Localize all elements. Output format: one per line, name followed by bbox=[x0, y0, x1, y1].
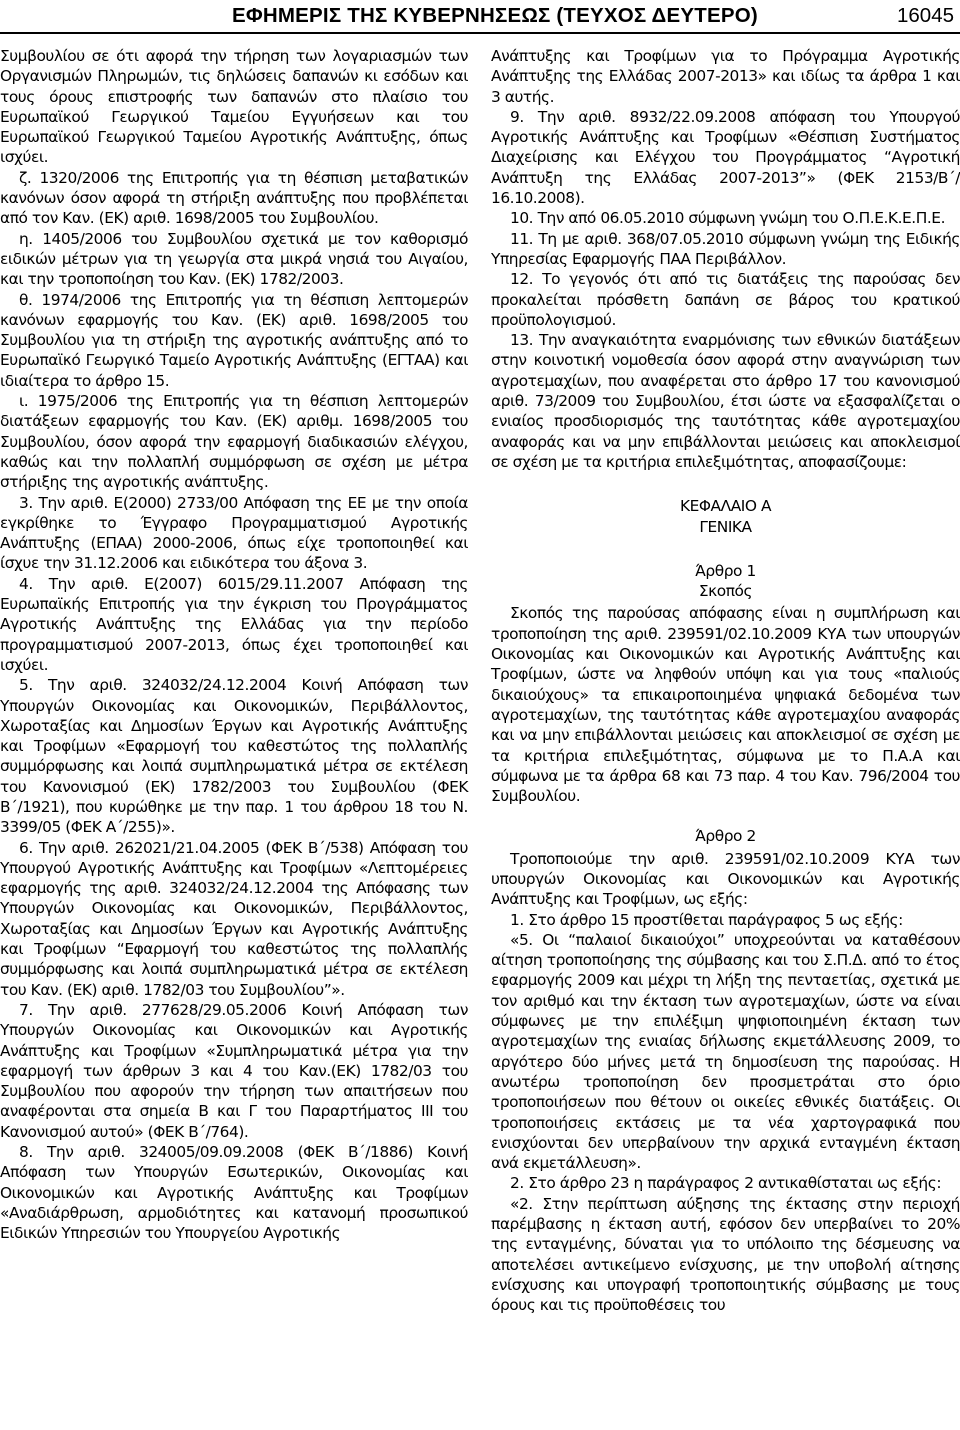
paragraph: θ. 1974/2006 της Επιτροπής για τη θέσπιση λεπτομερών κανόνων εφαρμογής του Καν. (ΕΚ) αριθ. 1698/2005 του Συμβουλίου για τη στήριξη της αγροτικής ανάπτυξης από το Ευρωπαϊκό Γεωργικό Ταμείο Αγροτικής Ανάπτυξης (ΕΓΤΑΑ) και ιδιαίτερα το άρθρο 15. bbox=[0, 290, 468, 390]
article-1-text: Σκοπός της παρούσας απόφασης είναι η συμπλήρωση και τροποποίηση της αριθ. 239591/02.10.2009 ΚΥΑ των υπουργών Οικονομίας και Οικονομικών και Αγροτικής Ανάπτυξης και Τροφίμων, ώστε να ληφθούν υπόψη και για τους «παλιούς δικαιούχους» τα επικαιροποιημένα ψηφιακά δεδομένα των αγροτεμαχίων, της ταυτότητας κάθε αγροτεμαχίου αναφοράς και να μην επιβάλλονται μειώσεις και αποκλεισμοί σε σχέση με τα κριτήρια επιλεξιμότητας, σύμφωνα με το Π.Α.Α και σύμφωνα με τα άρθρα 68 και 73 παρ. 4 του Καν. 796/2004 του Συμβουλίου. bbox=[491, 604, 960, 806]
paragraph: ι. 1975/2006 της Επιτροπής για τη θέσπιση λεπτομερών διατάξεων εφαρμογής του Καν. (ΕΚ) αριθμ. 1698/2005 του Συμβουλίου, όσον αφορά την εφαρμογή διαδικασιών ελέγχου, καθώς και την πολλαπλή συμμόρφωση σε σχέση με μέτρα στήριξης της αγροτικής ανάπτυξης. bbox=[0, 392, 468, 492]
header-divider bbox=[0, 32, 960, 34]
paragraph: Τροποποιούμε την αριθ. 239591/02.10.2009 ΚΥΑ των υπουργών Οικονομίας και Οικονομικών και Αγροτικής Ανάπτυξης και Τροφίμων, ως εξής: bbox=[491, 849, 960, 909]
paragraph: 12. Το γεγονός ότι από τις διατάξεις της παρούσας δεν προκαλείται πρόσθετη δαπάνη σε βάρος του κρατικού προϋπολογισμού. bbox=[491, 270, 960, 329]
paragraph: «2. Στην περίπτωση αύξησης της έκτασης στην περιοχή παρέμβασης η έκταση αυτή, εφόσον δεν υπερβαίνει το 20% της ενταγμένης, δύναται για το υπόλοιπο της δέσμευσης να αποτελέσει αντικείμενο ενίσχυσης, με την υποβολή αίτησης ενίσχυσης και υπογραφή τροποποιητικής σύμβασης με τους όρους και τις προϋποθέσεις του bbox=[491, 1194, 960, 1315]
paragraph: 1. Στο άρθρο 15 προστίθεται παράγραφος 5 ως εξής: bbox=[510, 910, 903, 929]
paragraph: ζ. 1320/2006 της Επιτροπής για τη θέσπιση μεταβατικών κανόνων όσον αφορά τη στήριξη ανάπτυξης που προβλέπεται από τον Καν. (ΕΚ) αριθ. 1698/2005 του Συμβουλίου. bbox=[0, 168, 468, 228]
article-2-heading: Άρθρο 2 bbox=[695, 827, 756, 846]
chapter-number: ΚΕΦΑΛΑΙΟ Α bbox=[679, 497, 772, 516]
paragraph: η. 1405/2006 του Συμβουλίου σχετικά με τον καθορισμό ειδικών μέτρων για τη γεωργία στα μικρά νησιά του Αιγαίου, και την τροποποίηση του Καν. (ΕΚ) 1782/2003. bbox=[0, 229, 468, 289]
paragraph: 2. Στο άρθρο 23 η παράγραφος 2 αντικαθίσταται ως εξής: bbox=[510, 1174, 942, 1193]
paragraph: Ανάπτυξης και Τροφίμων για το Πρόγραμμα Αγροτικής Ανάπτυξης της Ελλάδας 2007-2013» και ιδίως τα άρθρα 1 και 3 αυτής. bbox=[491, 47, 960, 106]
paragraph: 3. Την αριθ. Ε(2000) 2733/00 Απόφαση της ΕΕ με την οποία εγκρίθηκε το Έγγραφο Προγραμματισμού Αγροτικής Ανάπτυξης (ΕΠΑΑ) 2000-2006, όπως είχε τροποποιηθεί και ίσχυε την 31.12.2006 και ειδικότερα του άξονα 3. bbox=[0, 493, 468, 573]
paragraph: 11. Τη με αριθ. 368/07.05.2010 σύμφωνη γνώμη της Ειδικής Υπηρεσίας Εφαρμογής ΠΑΑ Περιβάλλον. bbox=[491, 229, 960, 268]
chapter-title: ΓΕΝΙΚΑ bbox=[699, 517, 752, 536]
paragraph: 13. Την αναγκαιότητα εναρμόνισης των εθνικών διατάξεων στην κοινοτική νομοθεσία όσον αφορά στην αναγνώριση των αγροτεμαχίων, που αναφέρεται στο άρθρο 17 του κανονισμού αριθ. 73/2009 του Συμβουλίου, έτσι ώστε να εξασφαλίζεται ο ενιαίος προσδιορισμός της ταυτότητας κάθε αγροτεμαχίου αναφοράς και να μην επιβάλλονται μειώσεις και αποκλεισμοί σε σχέση με τα κριτήρια επιλεξιμότητας, αποφασίζουμε: bbox=[491, 331, 960, 471]
gazette-title: ΕΦΗΜΕΡΙΣ ΤΗΣ ΚΥΒΕΡΝΗΣΕΩΣ (ΤΕΥΧΟΣ ΔΕΥΤΕΡΟ) bbox=[232, 4, 758, 27]
paragraph: 9. Την αριθ. 8932/22.09.2008 απόφαση του Υπουργού Αγροτικής Ανάπτυξης και Τροφίμων «Θέσπιση Συστήματος Διαχείρισης και Ελέγχου του Προγράμματος “Αγροτική Ανάπτυξη της Ελλάδας 2007-2013”» (ΦΕΚ 2153/Β΄/ 16.10.2008). bbox=[491, 107, 960, 208]
article-1-title: Σκοπός bbox=[698, 582, 753, 601]
paragraph: 6. Την αριθ. 262021/21.04.2005 (ΦΕΚ Β΄/538) Απόφαση του Υπουργού Αγροτικής Ανάπτυξης και Τροφίμων «Λεπτομέρειες εφαρμογής της αριθ. 324032/24.12.2004 της Απόφασης των Υπουργών Οικονομίας και Οικονομικών, Περιβάλλοντος, Χωροταξίας και Δημοσίων Έργων και Αγροτικής Ανάπτυξης και Τροφίμων “Εφαρμογή του καθεστώτος της πολλαπλής συμμόρφωσης και λοιπά συμπληρωματικά μέτρα σε εκτέλεση του Καν. (ΕΚ) αριθ. 1782/03 του Συμβουλίου”». bbox=[0, 838, 468, 999]
paragraph: 7. Την αριθ. 277628/29.05.2006 Κοινή Απόφαση των Υπουργών Οικονομίας και Οικονομικών και Αγροτικής Ανάπτυξης και Τροφίμων «Συμπληρωματικά μέτρα για την εφαρμογή των άρθρων 3 και 4 του Καν.(ΕΚ) 1782/03 του Συμβουλίου που αφορούν την τήρηση των απαιτήσεων που αναφέρονται στα σημεία Β και Γ του Παραρτήματος ΙΙΙ του Κανονισμού αυτού» (ΦΕΚ Β΄/764). bbox=[0, 1000, 468, 1141]
left-column bbox=[0, 46, 468, 1244]
page-header bbox=[0, 0, 960, 34]
paragraph: 5. Την αριθ. 324032/24.12.2004 Κοινή Απόφαση των Υπουργών Οικονομίας και Οικονομικών, Περιβάλλοντος, Χωροταξίας και Δημοσίων Έργων και Αγροτικής Ανάπτυξης και Τροφίμων «Εφαρμογή του καθεστώτος της πολλαπλής συμμόρφωσης και λοιπά συμπληρωματικά μέτρα σε εκτέλεση του Κανονισμού (ΕΚ) 1782/2003 του Συμβουλίου (ΦΕΚ Β΄/1921), που κυρώθηκε με την παρ. 1 του άρθρου 18 του Ν. 3399/05 (ΦΕΚ Α΄/255)». bbox=[0, 676, 468, 837]
paragraph: 8. Την αριθ. 324005/09.09.2008 (ΦΕΚ Β΄/1886) Κοινή Απόφαση των Υπουργών Εσωτερικών, Οικονομίας και Οικονομικών και Αγροτικής Ανάπτυξης και Τροφίμων «Αναδιάρθρωση, αρμοδιότητες και κατανομή προσωπικού Ειδικών Υπηρεσιών του Υπουργείου Αγροτικής bbox=[0, 1143, 468, 1243]
right-column bbox=[491, 46, 960, 1316]
article-1-heading: Άρθρο 1 bbox=[695, 561, 756, 580]
page-number: 16045 bbox=[896, 4, 954, 27]
paragraph: «5. Οι “παλαιοί δικαιούχοι” υποχρεούνται να καταθέσουν αίτηση τροποποίησης της σύμβασης και του Σ.Π.Δ. από το έτος εφαρμογής 2009 και μέχρι τη λήξη της πενταετίας, σχετικά με τον αριθμό και την έκταση των αγροτεμαχίων, ώστε να είναι σύμφωνες με την επιλέξιμη ψηφιοποιημένη έκταση των αγροτεμαχίων της ενιαίας δήλωσης εκμετάλλευσης 2009, το αργότερο δύο μήνες μετά τη δημοσίευση της παρούσας. Η ανωτέρω τροποποίηση δεν προσμετράται στο όριο τροποποιήσεων που θέτουν οι οικείες εθνικές διατάξεις. Οι τροποποιήσεις εκτάσεις με τα νέα χαρτογραφικά που ενισχύονται δεν υπερβαίνουν την αρχικά ενταγμένη έκταση ανά εκμετάλλευση». bbox=[491, 930, 960, 1173]
paragraph: Συμβουλίου σε ότι αφορά την τήρηση των λογαριασμών των Οργανισμών Πληρωμών, τις δηλώσεις δαπανών κι εσόδων και τους όρους επιστροφής των δαπανών στο πλαίσιο του Ευρωπαϊκού Γεωργικού Ταμείου Εγγυήσεων και του Ευρωπαϊκού Γεωργικού Ταμείου Αγροτικής Ανάπτυξης, όπως ισχύει. bbox=[0, 47, 468, 167]
paragraph: 4. Την αριθ. Ε(2007) 6015/29.11.2007 Απόφαση της Ευρωπαϊκής Επιτροπής για την έγκριση του Προγράμματος Αγροτικής Ανάπτυξης της Ελλάδας για την περίοδο προγραμματισμού 2007-2013, όπως έχει τροποποιηθεί και ισχύει. bbox=[0, 574, 468, 674]
paragraph: 10. Την από 06.05.2010 σύμφωνη γνώμη του Ο.Π.Ε.Κ.Ε.Π.Ε. bbox=[510, 209, 946, 228]
